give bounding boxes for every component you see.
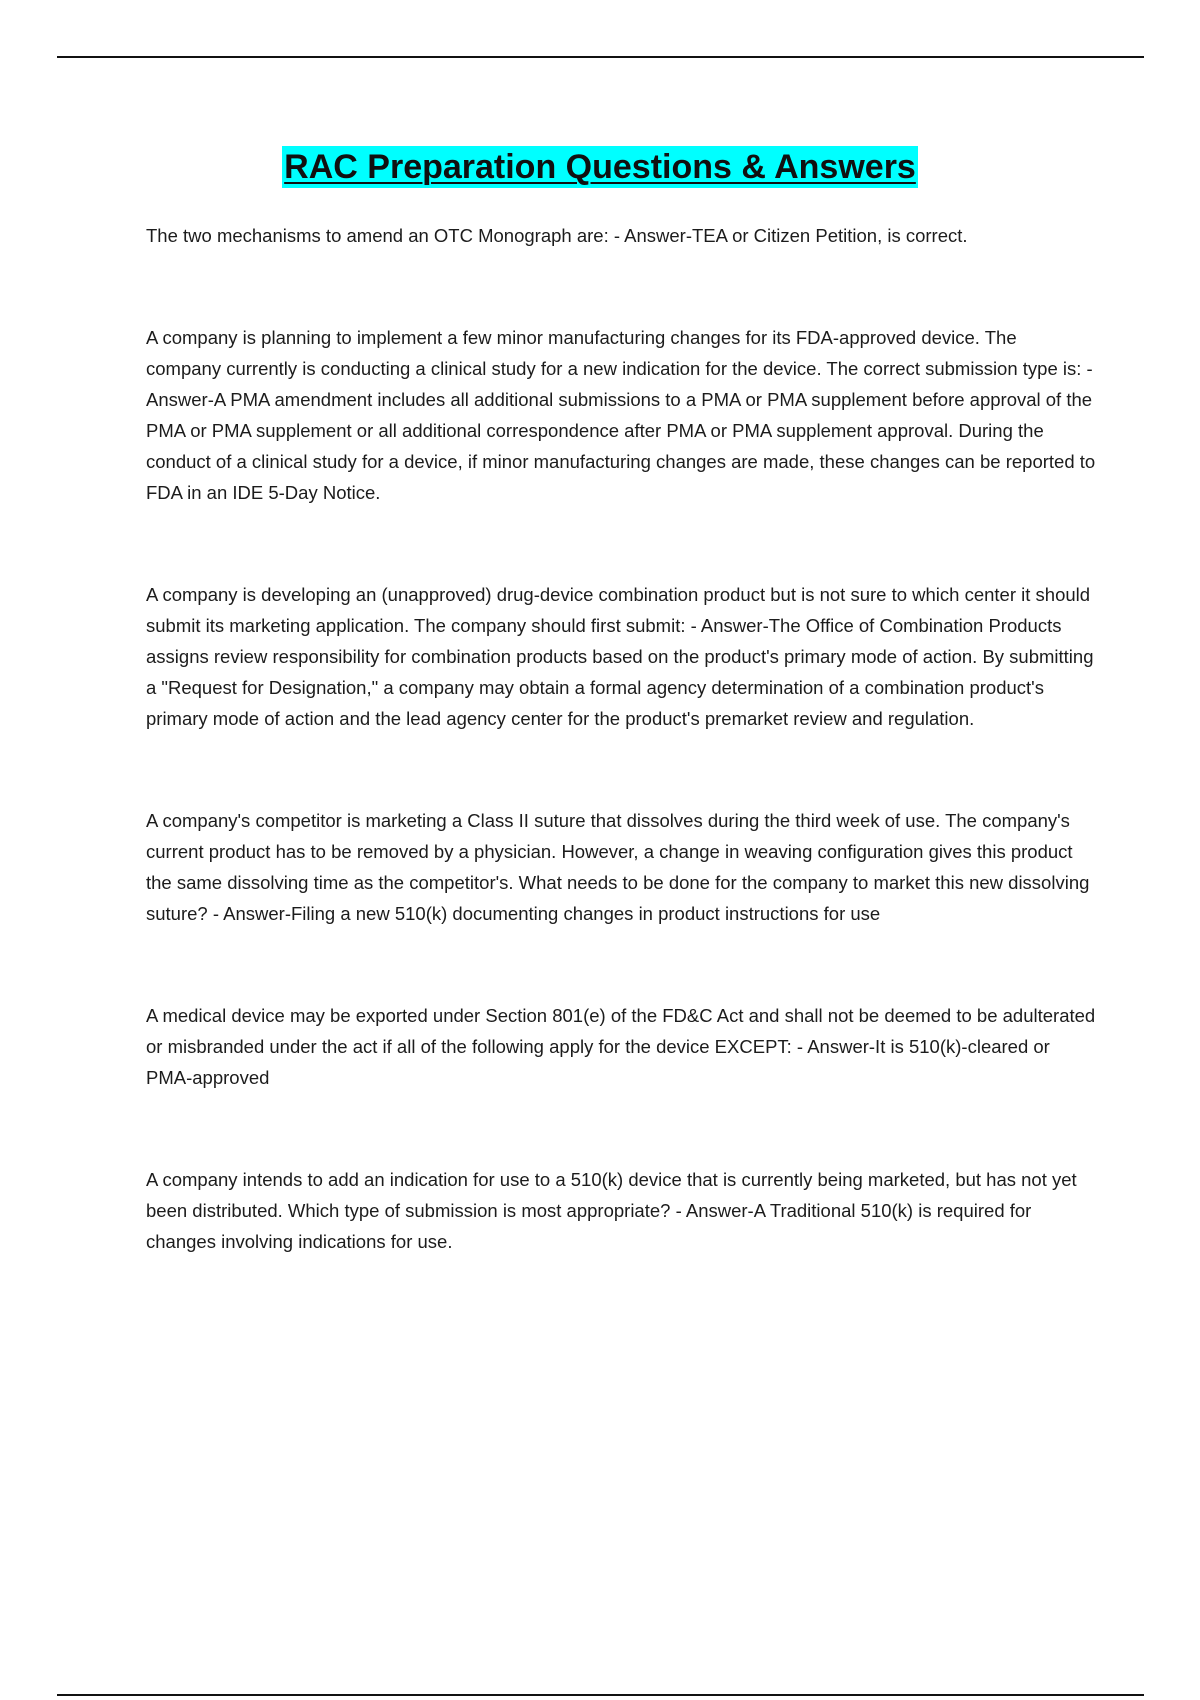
qa-item-2: A company is planning to implement a few minor manufacturing changes for its FDA-approved device. The company currently is conducting a clinical study for a new indication for the device. The correct submission type is: - Answer-A PMA amendment includes all additional submissions to a PMA or PMA supplement before approval of the PMA or PMA supplement or all additional correspondence after PMA or PMA supplement approval. During the conduct of a clinical study for a device, if minor manufacturing changes are made, these changes can be reported to FDA in an IDE 5-Day Notice. bbox=[146, 327, 1096, 503]
title-container bbox=[0, 146, 1200, 188]
page-title: RAC Preparation Questions & Answers bbox=[284, 148, 916, 186]
qa-item-4: A company's competitor is marketing a Class II suture that dissolves during the third week of use. The company's current product has to be removed by a physician. However, a change in weaving configuration gives this product the same dissolving time as the competitor's. What needs to be done for the company to market this new dissolving suture? - Answer-Filing a new 510(k) documenting changes in product instructions for use bbox=[146, 810, 1090, 924]
top-divider bbox=[57, 56, 1144, 58]
qa-item-5: A medical device may be exported under Section 801(e) of the FD&C Act and shall not be deemed to be adulterated or misbranded under the act if all of the following apply for the device EXCEPT: - Answer-It is 510(k)-cleared or PMA-approved bbox=[146, 1005, 1096, 1088]
qa-item-6: A company intends to add an indication for use to a 510(k) device that is currently being marketed, but has not yet been distributed. Which type of submission is most appropriate? - Answer-A Traditional 510(k) is required for changes involving indications for use. bbox=[146, 1169, 1077, 1252]
qa-item-3: A company is developing an (unapproved) drug-device combination product but is not sure to which center it should submit its marketing application. The company should first submit: - Answer-The Office of Combination Products assigns review responsibility for combination products based on the product's primary mode of action. By submitting a "Request for Designation," a company may obtain a formal agency determination of a combination product's primary mode of action and the lead agency center for the product's premarket review and regulation. bbox=[146, 584, 1094, 729]
bottom-divider bbox=[57, 1694, 1144, 1696]
qa-list bbox=[146, 220, 1096, 1257]
qa-item-1: The two mechanisms to amend an OTC Monograph are: - Answer-TEA or Citizen Petition, is correct. bbox=[146, 225, 968, 246]
